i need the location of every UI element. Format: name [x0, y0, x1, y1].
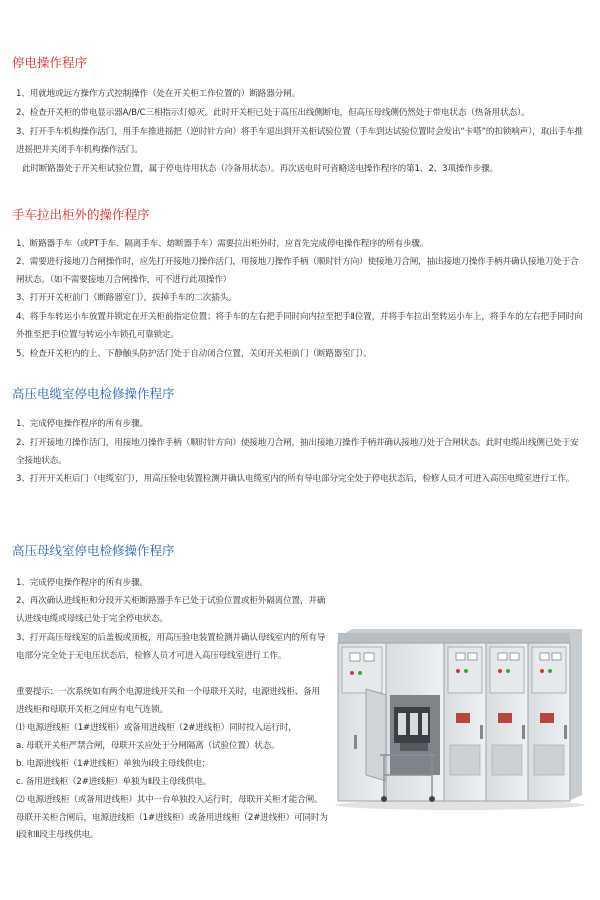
list-item: 3、打开高压母线室的后盖板或顶板，用高压验电装置检测并确认母线室内的所有导电部分完全处于无电压状态后，检修人员才可进入高压母线室进行工作。: [16, 633, 326, 661]
list-item: 3、打开手车机构操作活门，用手车推进摇把（逆时针方向）将手车退出到开关柜试验位置（手车到达试验位置时会发出“卡嗒”的扣锁响声），取出手车推进摇把并关闭手车机构操作活门。: [16, 127, 583, 155]
list-item: 1、用就地或远方操作方式控制操作（处在开关柜工作位置的）断路器分闸。: [16, 89, 300, 99]
section-title: 手车拉出柜外的操作程序: [12, 207, 150, 222]
note-line: c. 备用进线柜（2#进线柜）单独为Ⅱ段主母线供电。: [16, 777, 212, 787]
note-line: a. 母联开关柜严禁合闸，母联开关应处于分闸隔离（试验位置）状态。: [16, 741, 280, 751]
list-item: 1、完成停电操作程序的所有步骤。: [16, 578, 148, 588]
switchgear-cabinet-icon: [330, 625, 585, 810]
section-title: 停电操作程序: [12, 55, 88, 70]
list-item: 2、检查开关柜的带电显示器A/B/C三相指示灯熄灭。此时开关柜已处于高压出线侧断电，但高压母线侧仍然处于带电状态（热备用状态）。: [16, 108, 530, 118]
section-title: 高压母线室停电检修操作程序: [12, 543, 175, 558]
note-line: ⑵ 电源进线柜（或备用进线柜）其中一台单独投入运行时，母联开关柜才能合闸。母联开关柜合闸后，电源进线柜（1#进线柜）或备用进线柜（2#进线柜）可同时为Ⅰ段和Ⅱ段主母线供电。: [16, 795, 328, 840]
list-item: 2、需要进行接地刀合闸操作时，应先打开接地刀操作活门，用接地刀操作手柄（顺时针方向）使接地刀合闸，抽出接地刀操作手柄并确认接地刀处于合闸状态。（如不需要接地刀合闸操作，可不进行此项操作）: [16, 257, 579, 285]
list-item: 3、打开开关柜前门（断路器室门），拔掉手车的二次插头。: [16, 293, 237, 303]
list-item: 2、打开接地刀操作活门，用接地刀操作手柄（顺时针方向）使接地刀合闸，抽出接地刀操作手柄并确认接地刀处于合闸状态。此时电缆出线侧已处于安全接地状态。: [16, 438, 579, 466]
list-item: 2、再次确认进线柜和分段开关柜断路器手车已处于试验位置或柜外隔离位置，并确认进线电缆或母线已处于完全停电状态。: [16, 596, 326, 624]
list-item: 3、打开开关柜后门（电缆室门），用高压验电装置检测并确认电缆室内的所有导电部分完全处于停电状态后，检修人员才可进入高压电缆室进行工作。: [16, 474, 575, 484]
section-title: 高压电缆室停电检修操作程序: [12, 386, 175, 401]
note-line: b. 电源进线柜（1#进线柜）单独为Ⅰ段主母线供电；: [16, 759, 211, 769]
list-item: 1、完成停电操作程序的所有步骤。: [16, 419, 148, 429]
note-line: ⑴ 电源进线柜（1#进线柜）或备用进线柜（2#进线柜）同时投入运行时，: [16, 723, 297, 733]
list-item: 5、检查开关柜内的上、下静触头防护活门处于自动闭合位置，关闭开关柜前门（断路器室门）。: [16, 349, 372, 359]
list-item: 此时断路器处于开关柜试验位置，属于停电待用状态（冷备用状态）。再次送电时可省略送电操作程序的第1、2、3项操作步骤。: [22, 164, 499, 174]
list-item: 1、断路器手车（或PT手车、隔离手车、熔断器手车）需要拉出柜外时，应首先完成停电操作程序的所有步骤。: [16, 239, 429, 249]
list-item: 4、将手车转运小车放置并锁定在开关柜前指定位置；将手车的左右把手同时向内拉至把手Ⅱ位置，并将手车拉出至转运小车上，将手车的左右把手同时向外推至把手Ⅰ位置与转运小车锁孔可靠锁定。: [16, 312, 583, 340]
important-note: 重要提示：一次系统如有两个电源进线开关和一个母联开关时，电源进线柜、备用进线柜和母联开关柜之间应有电气连锁。: [16, 687, 320, 715]
